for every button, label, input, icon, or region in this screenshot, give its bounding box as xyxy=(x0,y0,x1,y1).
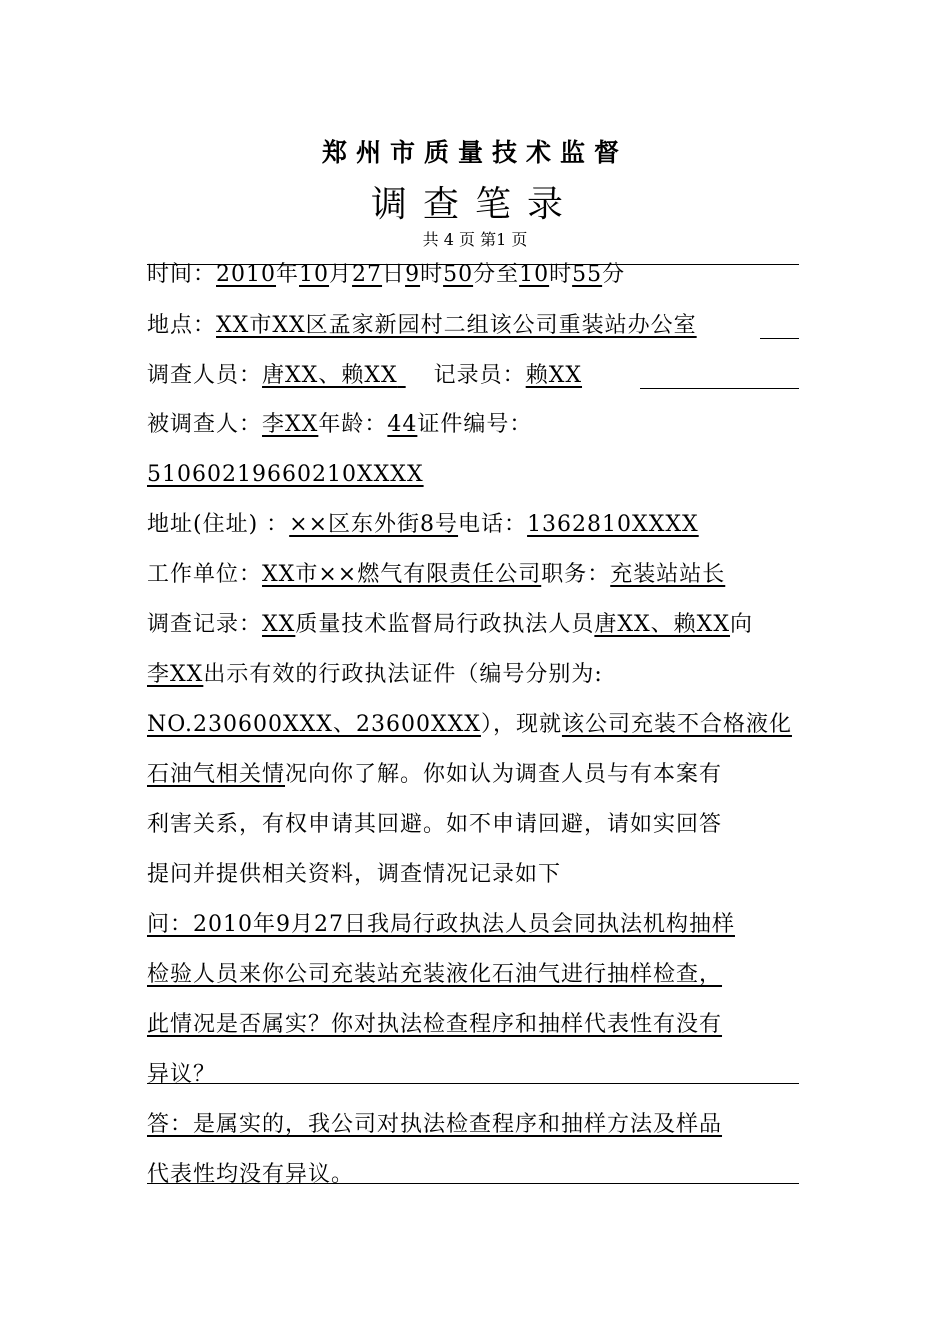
record-line-1 xyxy=(147,610,753,640)
id-number: 51060219660210XXXX xyxy=(147,462,424,487)
record-text-1b: 质量技术监督局行政执法人员 xyxy=(295,612,595,637)
id-label: 证件编号： xyxy=(417,412,533,437)
record-line-4 xyxy=(147,760,722,790)
subject-line xyxy=(147,410,532,440)
phone-label: 电话： xyxy=(458,512,528,537)
record-line-3 xyxy=(147,710,792,740)
address-line xyxy=(147,510,699,540)
id-number-line xyxy=(147,460,424,490)
recorder-value: 赖XX xyxy=(525,363,583,388)
investigators-line xyxy=(147,361,582,391)
location-line xyxy=(147,311,697,341)
question-line-2: 检验人员来你公司充装站充装液化石油气进行抽样检查， xyxy=(147,962,723,987)
record-text-1d: 向 xyxy=(730,612,754,637)
time-month-unit: 月 xyxy=(329,262,353,287)
time-minute-start: 50 xyxy=(443,262,474,287)
time-hour-unit-end: 时 xyxy=(549,262,573,287)
recorder-fill-rule xyxy=(640,388,799,389)
record-label: 调查记录： xyxy=(147,612,263,637)
subject-age: 44 xyxy=(387,412,418,437)
question-line-1: 问：2010年9月27日我局行政执法人员会同执法机构抽样 xyxy=(147,912,735,937)
record-officers: 唐XX、赖XX xyxy=(594,612,731,637)
question-line-3: 此情况是否属实？你对执法检查程序和抽样代表性有没有 xyxy=(147,1012,723,1037)
question-line-4: 异议？ xyxy=(147,1062,217,1087)
record-line-2 xyxy=(147,660,603,690)
recorder-label: 记录员： xyxy=(433,363,526,388)
position-value: 充装站站长 xyxy=(610,562,726,587)
record-matter-2: 石油气相关情 xyxy=(147,762,286,787)
address-label: 地址(住址) ： xyxy=(147,512,290,537)
location-label: 地点： xyxy=(147,313,217,338)
time-hour-unit-start: 时 xyxy=(420,262,444,287)
time-minute-unit-start: 分至 xyxy=(473,262,520,287)
answer-line-1: 答：是属实的，我公司对执法检查程序和抽样方法及样品 xyxy=(147,1112,723,1137)
address-value: ××区东外街8号 xyxy=(289,512,459,537)
location-value: XX市XX区孟家新园村二组该公司重装站办公室 xyxy=(216,313,697,338)
work-label: 工作单位： xyxy=(147,562,263,587)
question-end-rule xyxy=(147,1083,799,1084)
subject-name: 李XX xyxy=(262,412,319,437)
time-minute-unit-end: 分 xyxy=(602,262,626,287)
position-label: 职务： xyxy=(541,562,611,587)
answer-line-2: 代表性均没有异议。 xyxy=(147,1162,355,1187)
page-info: 共 4 页 第1 页 xyxy=(422,230,528,249)
time-line xyxy=(147,260,625,290)
time-day-unit: 日 xyxy=(382,262,406,287)
time-hour-start: 9 xyxy=(405,262,421,287)
record-cert-numbers: NO.230600XXX、23600XXX xyxy=(147,712,481,737)
work-value: XX市××燃气有限责任公司 xyxy=(262,562,542,587)
time-minute-end: 55 xyxy=(572,262,603,287)
time-month: 10 xyxy=(299,262,330,287)
record-line-5: 利害关系，有权申请其回避。如不申请回避，请如实回答 xyxy=(147,812,723,837)
record-subject-name: 李XX xyxy=(147,662,204,687)
document-title: 调查笔录 xyxy=(370,184,579,225)
record-text-4b: 况向你了解。你如认为调查人员与有本案有 xyxy=(285,762,723,787)
investigators-label: 调查人员： xyxy=(147,363,263,388)
subject-label: 被调查人： xyxy=(147,412,263,437)
age-label: 年龄： xyxy=(318,412,388,437)
investigators-value: 唐XX、赖XX xyxy=(262,363,398,388)
time-label: 时间： xyxy=(147,262,217,287)
time-hour-end: 10 xyxy=(519,262,550,287)
phone-value: 1362810XXXX xyxy=(527,512,699,537)
record-text-2b: 出示有效的行政执法证件（编号分别为: xyxy=(203,662,603,687)
agency-title: 郑州市质量技术监督 xyxy=(321,138,628,167)
time-year-unit: 年 xyxy=(276,262,300,287)
record-line-6: 提问并提供相关资料，调查情况记录如下 xyxy=(147,862,562,887)
work-line xyxy=(147,560,725,590)
time-day: 27 xyxy=(352,262,383,287)
location-fill-rule xyxy=(760,338,799,339)
record-text-3b: ），现就 xyxy=(480,712,562,737)
record-matter-1: 该公司充装不合格液化 xyxy=(561,712,792,737)
time-year: 2010 xyxy=(216,262,277,287)
answer-end-rule xyxy=(147,1183,799,1184)
record-agency: XX xyxy=(262,612,296,637)
